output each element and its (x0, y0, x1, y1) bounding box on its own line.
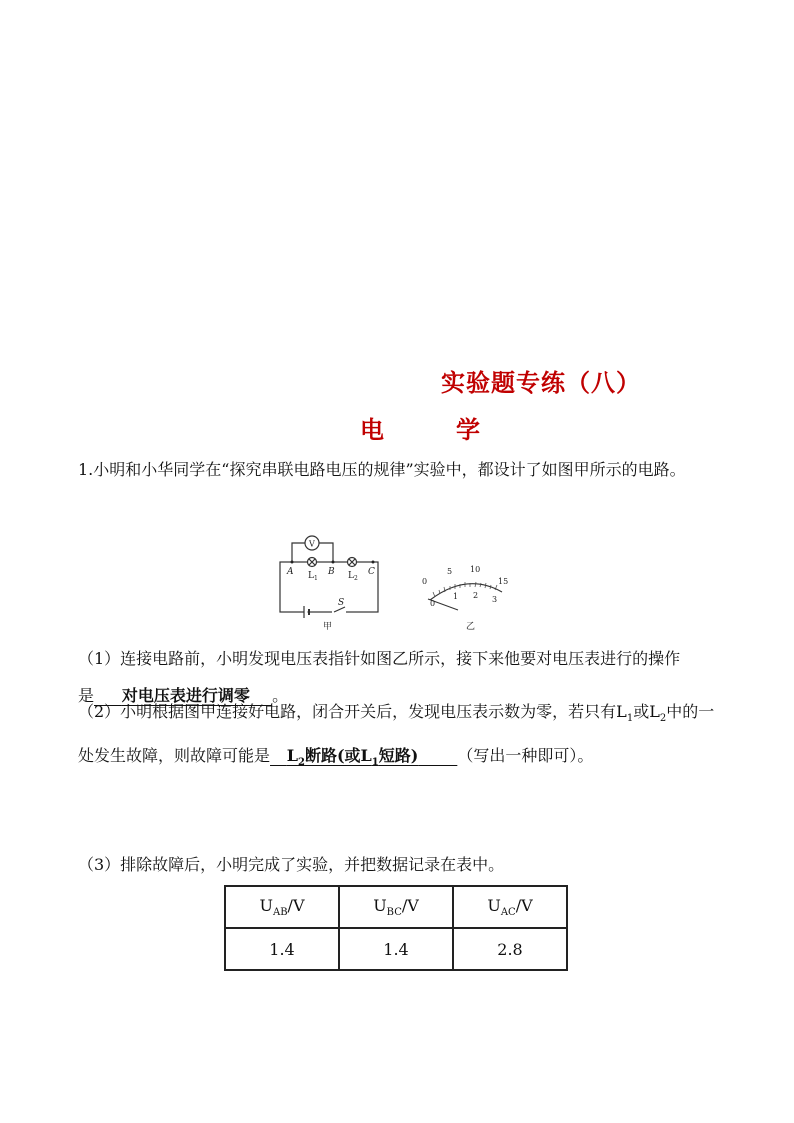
dial-bottom-0: 0 (430, 599, 436, 608)
dial-top-10: 10 (470, 565, 481, 574)
value-uab: 1.4 (225, 928, 339, 970)
dial-bottom-3: 3 (492, 595, 498, 604)
question-1-part-2: （2）小明根据图甲连接好电路，闭合开关后，发现电压表示数为零，若只有$L_1$或$L_2$中的一处发生故障，则故障可能是 $L_2$断路(或$L_1$短路) （写出一种即可）。 (78, 702, 715, 769)
question-1-intro: 1.小明和小华同学在“探究串联电路电压的规律”实验中，都设计了如图甲所示的电路。 (78, 460, 686, 479)
dial-top-5: 5 (447, 567, 453, 576)
voltmeter-label: V (309, 539, 315, 549)
voltmeter-right-wire (319, 543, 333, 562)
dial-top-0: 0 (422, 577, 428, 586)
part2-answer: $L_2$断路(或$L_1$短路) (286, 746, 419, 769)
subtitle-char-2: 学 (456, 415, 480, 444)
dial-ticks (433, 582, 497, 597)
part1-suffix: 。 (272, 686, 289, 705)
label-l1: $L_1$ (308, 571, 318, 582)
table-header-row (225, 886, 567, 928)
part2-suffix: （写出一种即可）。 (457, 746, 594, 766)
node-b (332, 561, 335, 564)
dial-top-15: 15 (498, 577, 509, 586)
circuit-figure (270, 532, 530, 637)
voltage-data-table (224, 885, 568, 971)
label-b: B (328, 567, 335, 577)
voltmeter-left-wire (292, 543, 305, 562)
header-ubc: $U_{BC}/V$ (339, 886, 453, 928)
part1-answer: 对电压表进行调零 (121, 686, 250, 705)
header-uab: $U_{AB}/V$ (225, 886, 339, 928)
part1-prefix: （1）连接电路前，小明发现电压表指针如图乙所示，接下来他要对电压表进行的操作是 (78, 649, 681, 705)
worksheet-subtitle (360, 410, 480, 445)
value-uac: 2.8 (453, 928, 567, 970)
caption-yi: 乙 (466, 622, 476, 632)
label-a: A (287, 567, 294, 577)
node-c (372, 561, 375, 564)
voltmeter-dial (428, 584, 502, 610)
circuit-diagram-svg (270, 532, 530, 637)
table-row (225, 928, 567, 970)
header-uac: $U_{AC}/V$ (453, 886, 567, 928)
caption-jia: 甲 (323, 622, 333, 632)
question-1-part-3: （3）排除故障后，小明完成了实验，并把数据记录在表中。 (78, 855, 505, 874)
value-ubc: 1.4 (339, 928, 453, 970)
dial-bottom-2: 2 (473, 591, 479, 600)
subtitle-char-1: 电 (360, 415, 384, 444)
node-a (291, 561, 294, 564)
label-l2: $L_2$ (348, 571, 358, 582)
worksheet-title: 实验题专练（八） (441, 368, 641, 397)
circuit-jia (280, 536, 378, 618)
label-switch: S (338, 598, 345, 608)
dial-bottom-1: 1 (453, 592, 459, 601)
label-c: C (368, 567, 375, 577)
